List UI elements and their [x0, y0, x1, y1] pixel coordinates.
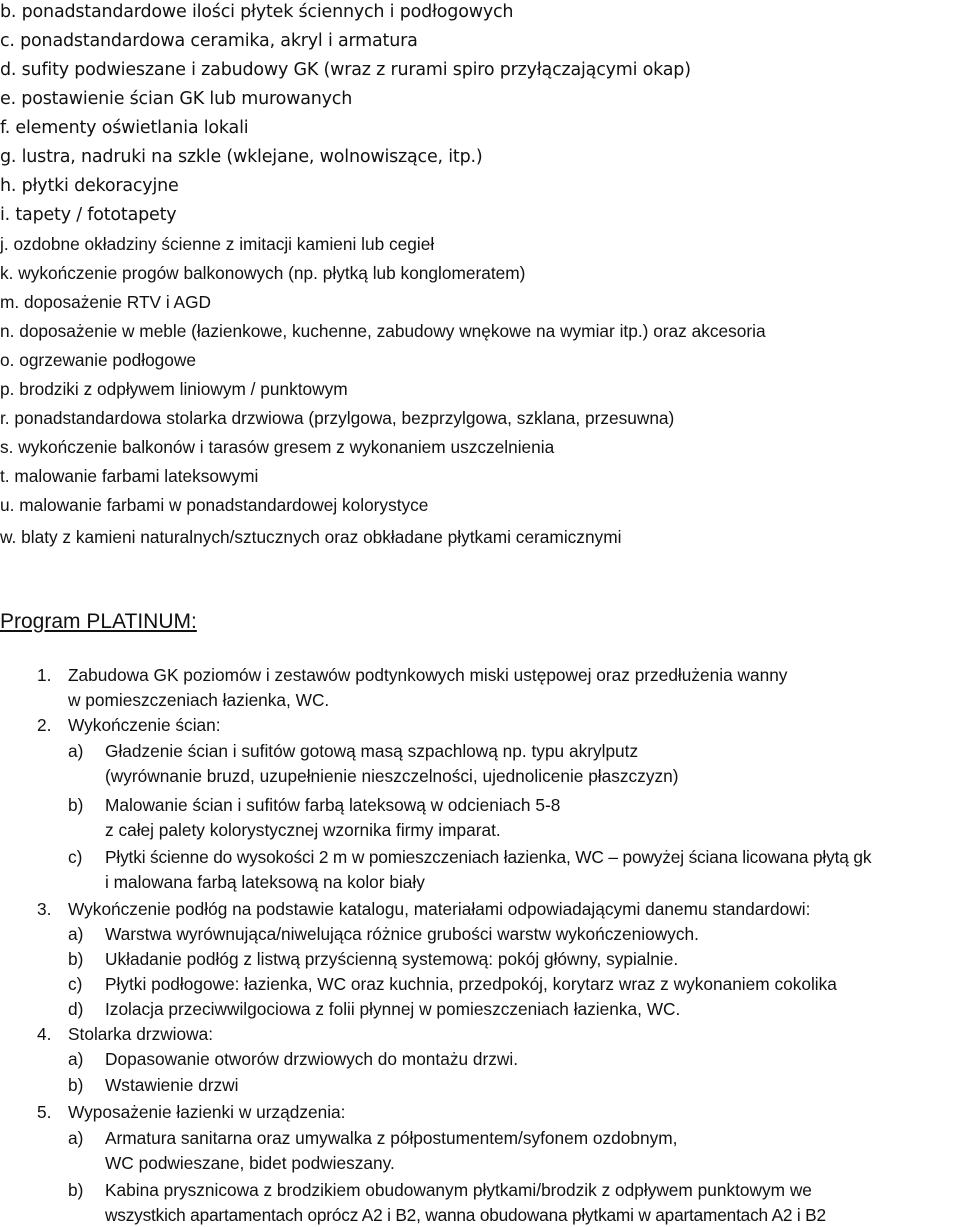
- subitem-letter: a): [68, 741, 84, 761]
- subitem-letter: b): [68, 795, 84, 815]
- subitem: Układanie podłóg z listwą przyścienną systemową: pokój główny, sypialnie.: [105, 949, 679, 969]
- list-item: Wykończenie ścian:: [68, 715, 221, 735]
- list-item-continuation: w pomieszczeniach łazienka, WC.: [68, 690, 330, 710]
- subitem: Gładzenie ścian i sufitów gotową masą szpachlową np. typu akrylputz: [105, 741, 639, 761]
- item-number: 1.: [37, 665, 52, 685]
- list-item: d. sufity podwieszane i zabudowy GK (wraz z rurami spiro przyłączającymi okap): [0, 60, 691, 80]
- item-number: 4.: [37, 1024, 52, 1044]
- list-item: i. tapety / fototapety: [0, 205, 177, 225]
- subitem: Izolacja przeciwwilgociowa z folii płynnej w pomieszczeniach łazienka, WC.: [105, 999, 681, 1019]
- list-item: f. elementy oświetlania lokali: [0, 118, 249, 138]
- subitem-letter: c): [68, 847, 83, 867]
- item-number: 5.: [37, 1102, 52, 1122]
- list-item: r. ponadstandardowa stolarka drzwiowa (przylgowa, bezprzylgowa, szklana, przesuwna): [0, 408, 675, 428]
- list-item: b. ponadstandardowe ilości płytek ściennych i podłogowych: [0, 2, 514, 22]
- subitem-letter: a): [68, 1128, 84, 1148]
- list-item: c. ponadstandardowa ceramika, akryl i armatura: [0, 31, 418, 51]
- subitem-continuation: WC podwieszane, bidet podwieszany.: [105, 1153, 395, 1173]
- list-item: u. malowanie farbami w ponadstandardowej kolorystyce: [0, 495, 429, 515]
- list-item: m. doposażenie RTV i AGD: [0, 292, 211, 312]
- list-item: e. postawienie ścian GK lub murowanych: [0, 89, 353, 109]
- subitem-letter: d): [68, 999, 84, 1019]
- list-item: Stolarka drzwiowa:: [68, 1024, 214, 1044]
- subitem-letter: b): [68, 1180, 84, 1200]
- list-item: j. ozdobne okładziny ścienne z imitacji kamieni lub cegieł: [0, 234, 435, 254]
- list-item: h. płytki dekoracyjne: [0, 176, 179, 196]
- list-item: Zabudowa GK poziomów i zestawów podtynkowych miski ustępowej oraz przedłużenia wanny: [68, 665, 788, 685]
- subitem: Wstawienie drzwi: [105, 1075, 239, 1095]
- item-number: 2.: [37, 715, 52, 735]
- subitem-continuation: (wyrównanie bruzd, uzupełnienie nieszczelności, ujednolicenie płaszczyzn): [105, 766, 679, 786]
- subitem: Płytki ścienne do wysokości 2 m w pomieszczeniach łazienka, WC – powyżej ściana licowana płytą gk: [105, 847, 872, 867]
- program-title: Program PLATINUM:: [0, 610, 197, 633]
- list-item: s. wykończenie balkonów i tarasów gresem z wykonaniem uszczelnienia: [0, 437, 555, 457]
- subitem: Płytki podłogowe: łazienka, WC oraz kuchnia, przedpokój, korytarz wraz z wykonaniem cokolika: [105, 974, 837, 994]
- subitem: Warstwa wyrównująca/niwelująca różnice grubości warstw wykończeniowych.: [105, 924, 699, 944]
- subitem: Dopasowanie otworów drzwiowych do montażu drzwi.: [105, 1049, 519, 1069]
- list-item: n. doposażenie w meble (łazienkowe, kuchenne, zabudowy wnękowe na wymiar itp.) oraz akcesoria: [0, 321, 766, 341]
- subitem: Malowanie ścian i sufitów farbą lateksową w odcieniach 5-8: [105, 795, 561, 815]
- list-item: k. wykończenie progów balkonowych (np. płytką lub konglomeratem): [0, 263, 526, 283]
- list-item: g. lustra, nadruki na szkle (wklejane, wolnowiszące, itp.): [0, 147, 483, 167]
- subitem-letter: a): [68, 924, 84, 944]
- item-number: 3.: [37, 899, 52, 919]
- subitem-continuation: z całej palety kolorystycznej wzornika firmy imparat.: [105, 820, 501, 840]
- subitem-letter: c): [68, 974, 83, 994]
- subitem-continuation: i malowana farbą lateksową na kolor biały: [105, 872, 425, 892]
- list-item: Wyposażenie łazienki w urządzenia:: [68, 1102, 346, 1122]
- list-item: w. blaty z kamieni naturalnych/sztucznych oraz obkładane płytkami ceramicznymi: [0, 527, 622, 547]
- subitem-letter: b): [68, 1075, 84, 1095]
- subitem: Kabina prysznicowa z brodzikiem obudowanym płytkami/brodzik z odpływem punktowym we: [105, 1180, 812, 1200]
- subitem-letter: a): [68, 1049, 84, 1069]
- list-item: p. brodziki z odpływem liniowym / punktowym: [0, 379, 348, 399]
- subitem: Armatura sanitarna oraz umywalka z półpostumentem/syfonem ozdobnym,: [105, 1128, 678, 1148]
- list-item: o. ogrzewanie podłogowe: [0, 350, 196, 370]
- subitem-continuation: wszystkich apartamentach oprócz A2 i B2, wanna obudowana płytkami w apartamentach A2 i B2: [105, 1205, 826, 1225]
- list-item: Wykończenie podłóg na podstawie katalogu, materiałami odpowiadającymi danemu standardowi:: [68, 899, 811, 919]
- subitem-letter: b): [68, 949, 84, 969]
- list-item: t. malowanie farbami lateksowymi: [0, 466, 259, 486]
